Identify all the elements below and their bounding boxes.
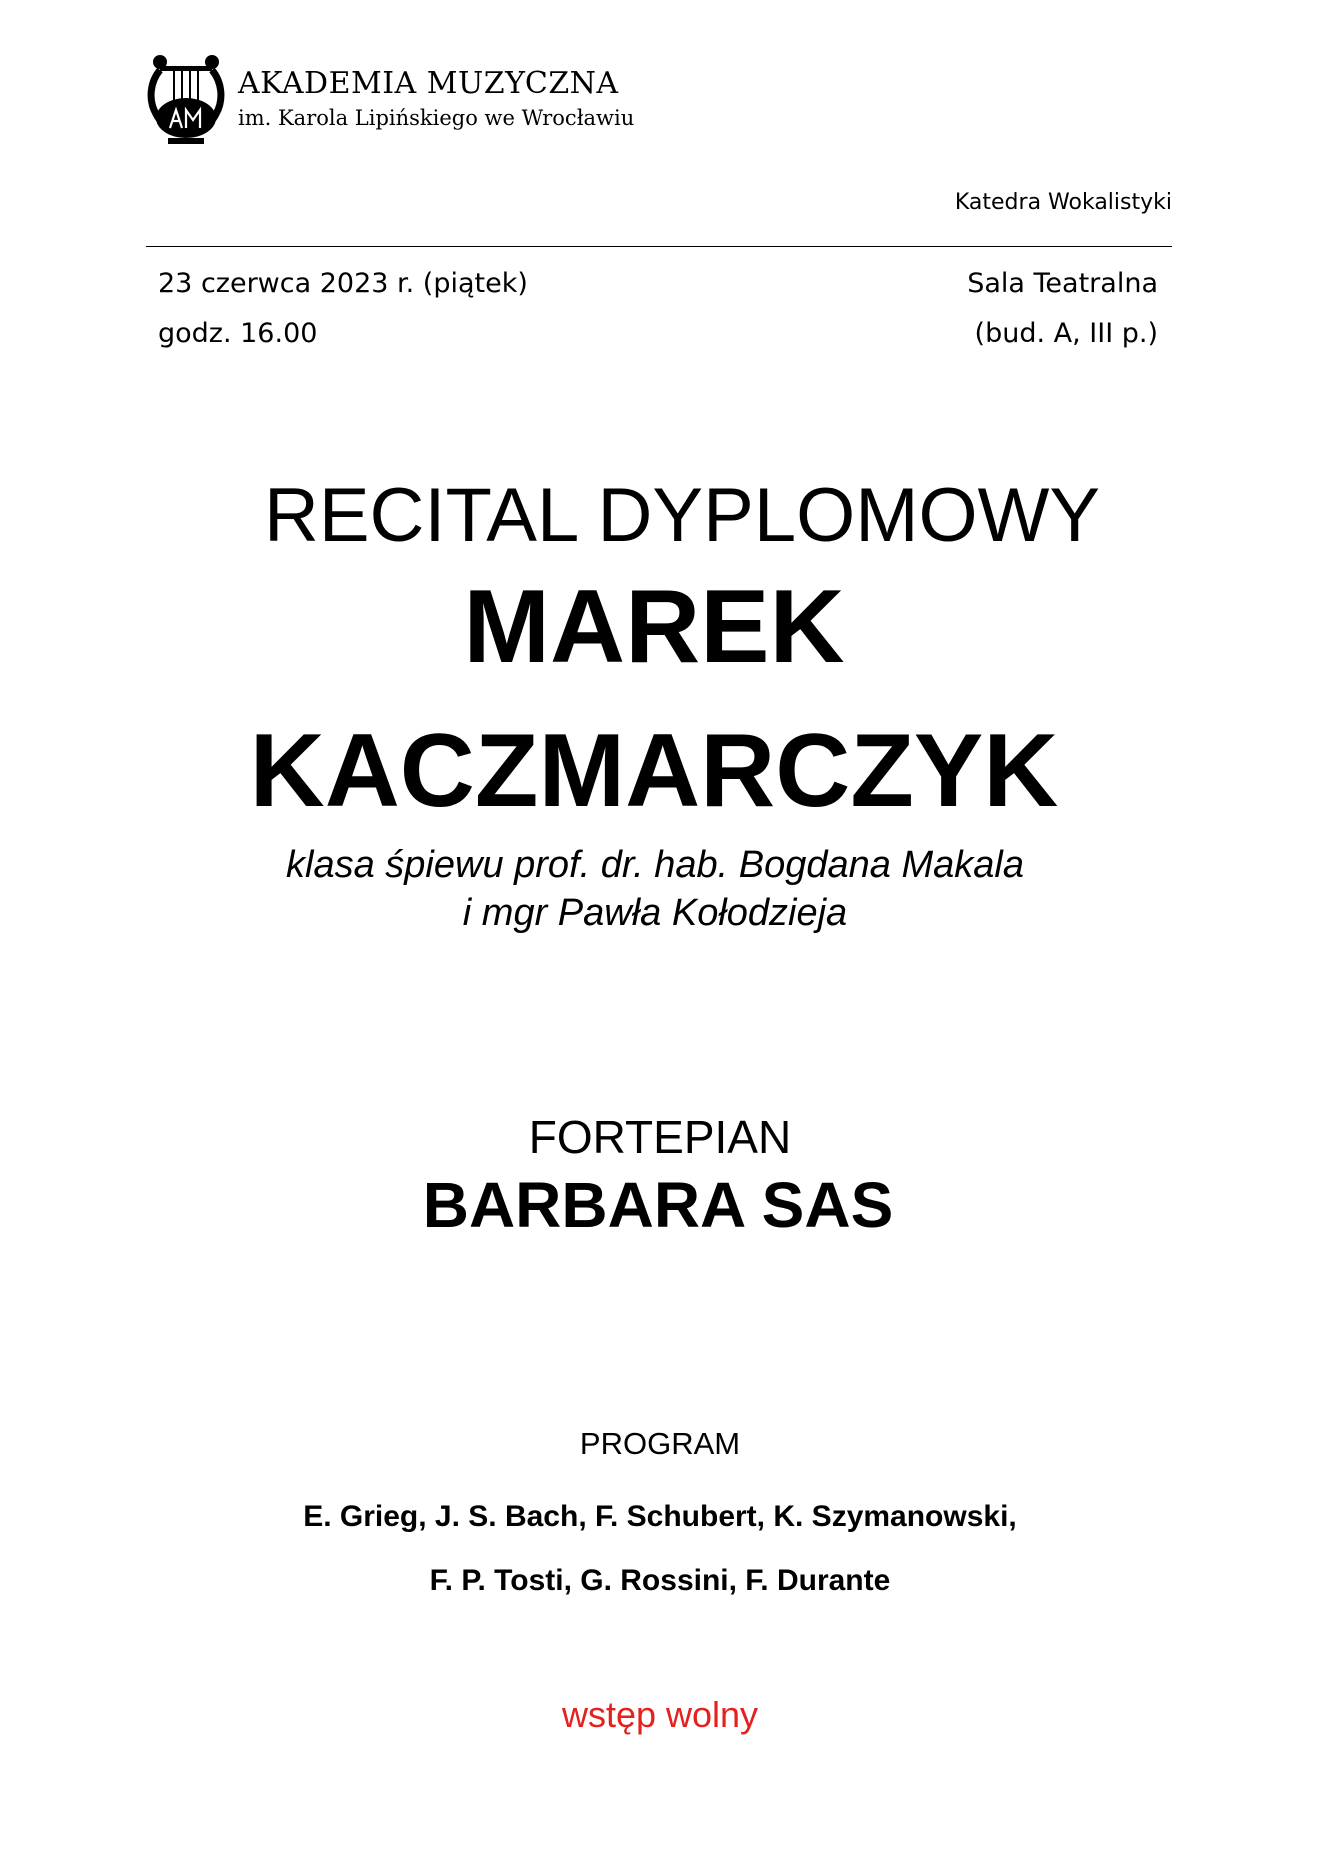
department-name: Katedra Wokalistyki	[954, 190, 1172, 215]
admission-note: wstęp wolny	[561, 1694, 759, 1735]
institution-name: AKADEMIA MUZYCZNA	[238, 66, 619, 101]
event-type-title: RECITAL DYPLOMOWY	[263, 473, 1101, 558]
lyre-logo-icon	[146, 48, 226, 148]
event-venue-detail: (bud. A, III p.)	[974, 318, 1158, 349]
event-date: 23 czerwca 2023 r. (piątek)	[158, 268, 528, 299]
program-composers-line-1: E. Grieg, J. S. Bach, F. Schubert, K. Szymanowski,	[303, 1500, 1017, 1533]
accompanist-name: BARBARA SAS	[422, 1169, 894, 1241]
header-divider	[146, 246, 1172, 247]
performer-class-line-2: i mgr Pawła Kołodzieja	[462, 892, 848, 934]
event-time: godz. 16.00	[158, 318, 318, 349]
program-composers-line-2: F. P. Tosti, G. Rossini, F. Durante	[429, 1564, 891, 1597]
performer-class-line-1: klasa śpiewu prof. dr. hab. Bogdana Makala	[286, 844, 1024, 886]
accompanist-instrument: FORTEPIAN	[528, 1111, 792, 1163]
institution-subtitle: im. Karola Lipińskiego we Wrocławiu	[238, 106, 635, 130]
performer-first-name: MAREK	[463, 569, 845, 685]
event-venue: Sala Teatralna	[967, 268, 1158, 299]
program-label: PROGRAM	[579, 1426, 741, 1461]
performer-last-name: KACZMARCZYK	[249, 713, 1059, 829]
